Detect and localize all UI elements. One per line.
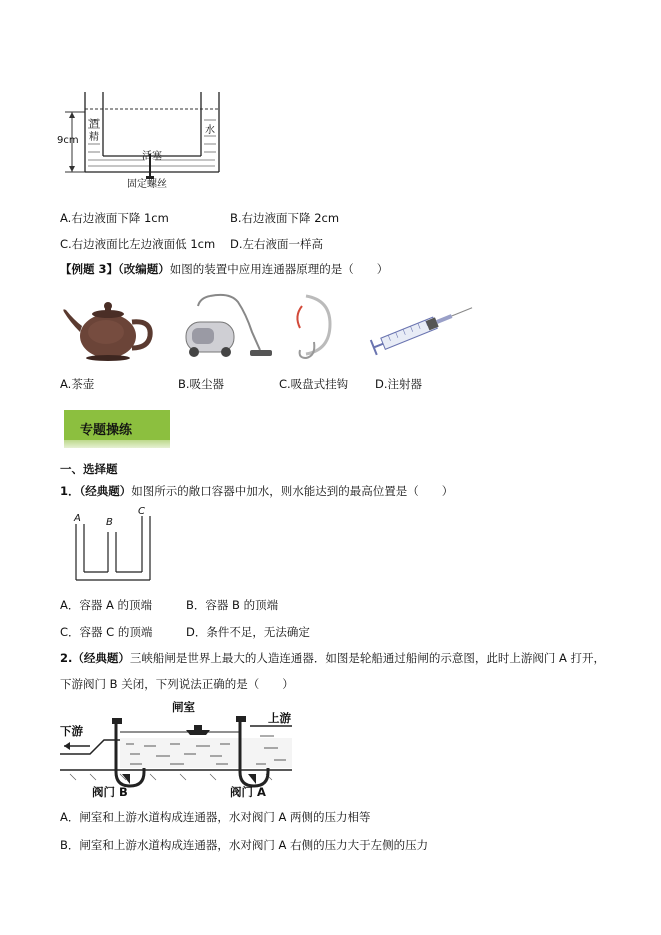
- vessel-left-liquid-label: 酒精: [89, 119, 99, 143]
- example3-option-d: D.注射器: [375, 377, 423, 391]
- section-banner-shadow: [64, 440, 170, 448]
- q1-label-b: B: [106, 517, 113, 528]
- q2-line1: [60, 651, 605, 665]
- example3-option-a: A.茶壶: [60, 377, 95, 391]
- part-title: 一、选择题: [60, 462, 118, 476]
- lock-upstream-label: 上游: [268, 711, 291, 725]
- q1-option-d: D．条件不足，无法确定: [186, 625, 310, 639]
- vessel-screw-label: 固定螺丝: [127, 179, 167, 190]
- q1-label-a: A: [74, 513, 81, 524]
- q1-source: （经典题）: [79, 484, 132, 498]
- vessel-right-liquid-label: 水: [205, 125, 215, 136]
- option-b: B.右边液面下降 2cm: [230, 211, 340, 225]
- q1-number: 1．: [60, 484, 80, 498]
- example3-source: （改编题）: [118, 262, 170, 276]
- example3-option-c: C.吸盘式挂钩: [279, 377, 349, 391]
- q1-label-c: C: [138, 506, 145, 517]
- section-title: 专题操练: [80, 423, 133, 438]
- example3-stem: 如图的装置中应用连通器原理的是（ ）: [169, 262, 389, 276]
- q2-line2: 下游阀门 B 关闭，下列说法正确的是（ ）: [60, 677, 294, 691]
- lock-valve-b-label: 阀门 B: [92, 785, 128, 799]
- q2-source: （经典题）: [72, 651, 130, 665]
- u-vessel-figure: [55, 92, 230, 192]
- example3-line: [60, 262, 388, 276]
- q2-option-b: B．闸室和上游水道构成连通器，水对阀门 A 右侧的压力大于左侧的压力: [60, 838, 429, 852]
- q2-option-a: A．闸室和上游水道构成连通器，水对阀门 A 两侧的压力相等: [60, 810, 371, 824]
- lock-downstream-label: 下游: [60, 724, 83, 738]
- q2-stem-line1: 三峡船闸是世界上最大的人造连通器．如图是轮船通过船闸的示意图，此时上游阀门 A 打开，: [129, 651, 606, 665]
- option-c: C.右边液面比左边液面低 1cm: [60, 237, 216, 251]
- q1-option-b: B．容器 B 的顶端: [186, 598, 279, 612]
- option-a: A.右边液面下降 1cm: [60, 211, 169, 225]
- teapot-image: [60, 292, 156, 364]
- vacuum-cleaner-image: [180, 292, 276, 364]
- q1-stem: 如图所示的敞口容器中加水，则水能达到的最高位置是（ ）: [131, 484, 454, 498]
- lock-valve-a-label: 阀门 A: [230, 785, 266, 799]
- q1-line: [60, 484, 453, 498]
- option-d: D.左右液面一样高: [230, 237, 324, 251]
- vessel-piston-label: 活塞: [142, 151, 162, 162]
- example3-option-b: B.吸尘器: [178, 377, 225, 391]
- q1-option-c: C．容器 C 的顶端: [60, 625, 153, 639]
- q1-option-a: A．容器 A 的顶端: [60, 598, 153, 612]
- vessel-height-label: 9cm: [57, 135, 79, 146]
- q2-number: 2.: [60, 651, 73, 665]
- suction-hook-image: [286, 292, 346, 364]
- lock-chamber-label: 闸室: [172, 700, 195, 714]
- example3-tag: 【例题 3】: [60, 262, 119, 276]
- syringe-image: [366, 292, 478, 364]
